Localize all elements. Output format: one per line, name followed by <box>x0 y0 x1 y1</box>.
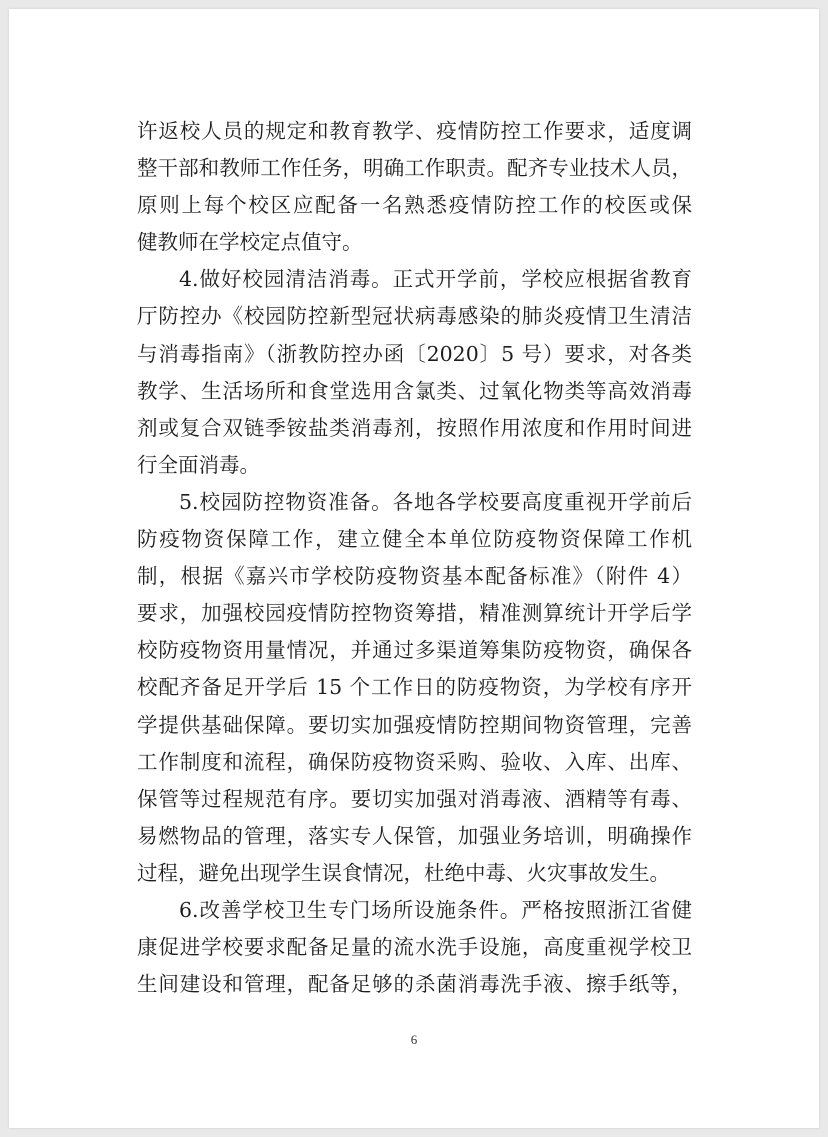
text-line: 过程，避免出现学生误食情况，杜绝中毒、火灾事故发生。 <box>137 860 670 885</box>
text-line: 原则上每个校区应配备一名熟悉疫情防控工作的校医或保 <box>137 193 692 218</box>
text-line: 6.改善学校卫生专门场所设施条件。严格按照浙江省健 <box>179 897 692 922</box>
text-line: 校配齐备足开学后 15 个工作日的防疫物资，为学校有序开 <box>137 675 692 700</box>
text-line: 许返校人员的规定和教育教学、疫情防控工作要求，适度调 <box>137 119 692 143</box>
text-line: 5.校园防控物资准备。各地各学校要高度重视开学前后 <box>179 489 692 514</box>
text-line: 康促进学校要求配备足量的流水洗手设施，高度重视学校卫 <box>137 935 692 960</box>
text-line: 厅防控办《校园防控新型冠状病毒感染的肺炎疫情卫生清洁 <box>137 304 692 329</box>
text-line: 行全面消毒。 <box>137 452 260 477</box>
text-line: 易燃物品的管理，落实专人保管，加强业务培训，明确操作 <box>137 823 692 848</box>
text-line: 健教师在学校定点值守。 <box>137 230 363 255</box>
text-line: 制，根据《嘉兴市学校防疫物资基本配备标准》（附件 4） <box>137 564 692 589</box>
text-line: 校防疫物资用量情况，并通过多渠道筹集防疫物资，确保各 <box>137 638 692 663</box>
document-page <box>9 9 819 1128</box>
text-line: 防疫物资保障工作，建立健全本单位防疫物资保障工作机 <box>137 527 692 552</box>
text-line: 学提供基础保障。要切实加强疫情防控期间物资管理，完善 <box>137 712 692 737</box>
text-line: 剂或复合双链季铵盐类消毒剂，按照作用浓度和作用时间进 <box>137 415 692 440</box>
text-line: 要求，加强校园疫情防控物资筹措，精准测算统计开学后学 <box>137 601 692 626</box>
text-line: 保管等过程规范有序。要切实加强对消毒液、酒精等有毒、 <box>137 786 692 811</box>
body-text <box>137 113 692 1003</box>
page-number: 6 <box>410 1032 418 1047</box>
text-line: 与消毒指南》（浙教防控办函〔2020〕5 号）要求，对各类 <box>137 341 692 366</box>
text-line: 工作制度和流程，确保防疫物资采购、验收、入库、出库、 <box>137 749 692 774</box>
text-line: 4.做好校园清洁消毒。正式开学前，学校应根据省教育 <box>179 267 692 292</box>
text-line: 整干部和教师工作任务，明确工作职责。配齐专业技术人员， <box>137 156 692 181</box>
text-line: 教学、生活场所和食堂选用含氯类、过氧化物类等高效消毒 <box>137 378 692 403</box>
text-line: 生间建设和管理，配备足够的杀菌消毒洗手液、擦手纸等， <box>137 972 692 997</box>
